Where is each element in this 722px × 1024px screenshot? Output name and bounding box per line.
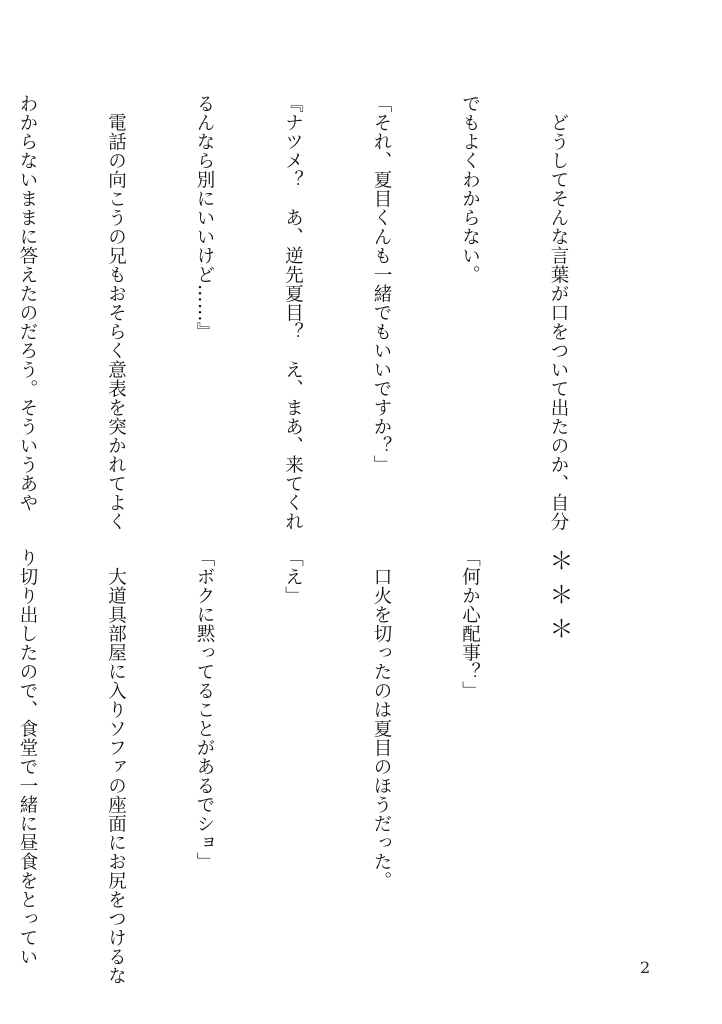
text-line: わからないままに答えたのだろう。そういうあや — [17, 94, 38, 512]
text-line: 「それ、夏目くんも一緒でもいいですか？」 — [371, 94, 392, 474]
text-line: 電話の向こうの兄もおそらく意表を突かれてよく — [105, 94, 127, 531]
text-line: るんなら別にいいけど……』 — [194, 94, 215, 341]
text-line: 『ナツメ？ あ、逆先夏目？ え、まあ、来てくれ — [282, 94, 304, 531]
text-line: でもよくわからない。 — [459, 94, 481, 284]
text-line: 大道具部屋に入りソファの座面にお尻をつけるな — [105, 548, 127, 985]
text-line: 「何か心配事？」 — [459, 548, 481, 700]
text-line: 口火を切ったのは夏目のほうだった。 — [371, 548, 392, 890]
page-number: 2 — [640, 958, 651, 977]
text-line: 「え」 — [282, 548, 304, 605]
section-break: ＊＊＊ — [545, 548, 573, 650]
text-block-bottom — [17, 548, 632, 985]
text-line: どうしてそんな言葉が口をついて出たのか、自分 — [548, 94, 569, 531]
text-line: り切り出したので、食堂で一緒に昼食をとってい — [17, 548, 38, 966]
text-block-top — [17, 94, 632, 531]
text-line: 「ボクに黙ってることがあるでショ」 — [194, 548, 215, 871]
